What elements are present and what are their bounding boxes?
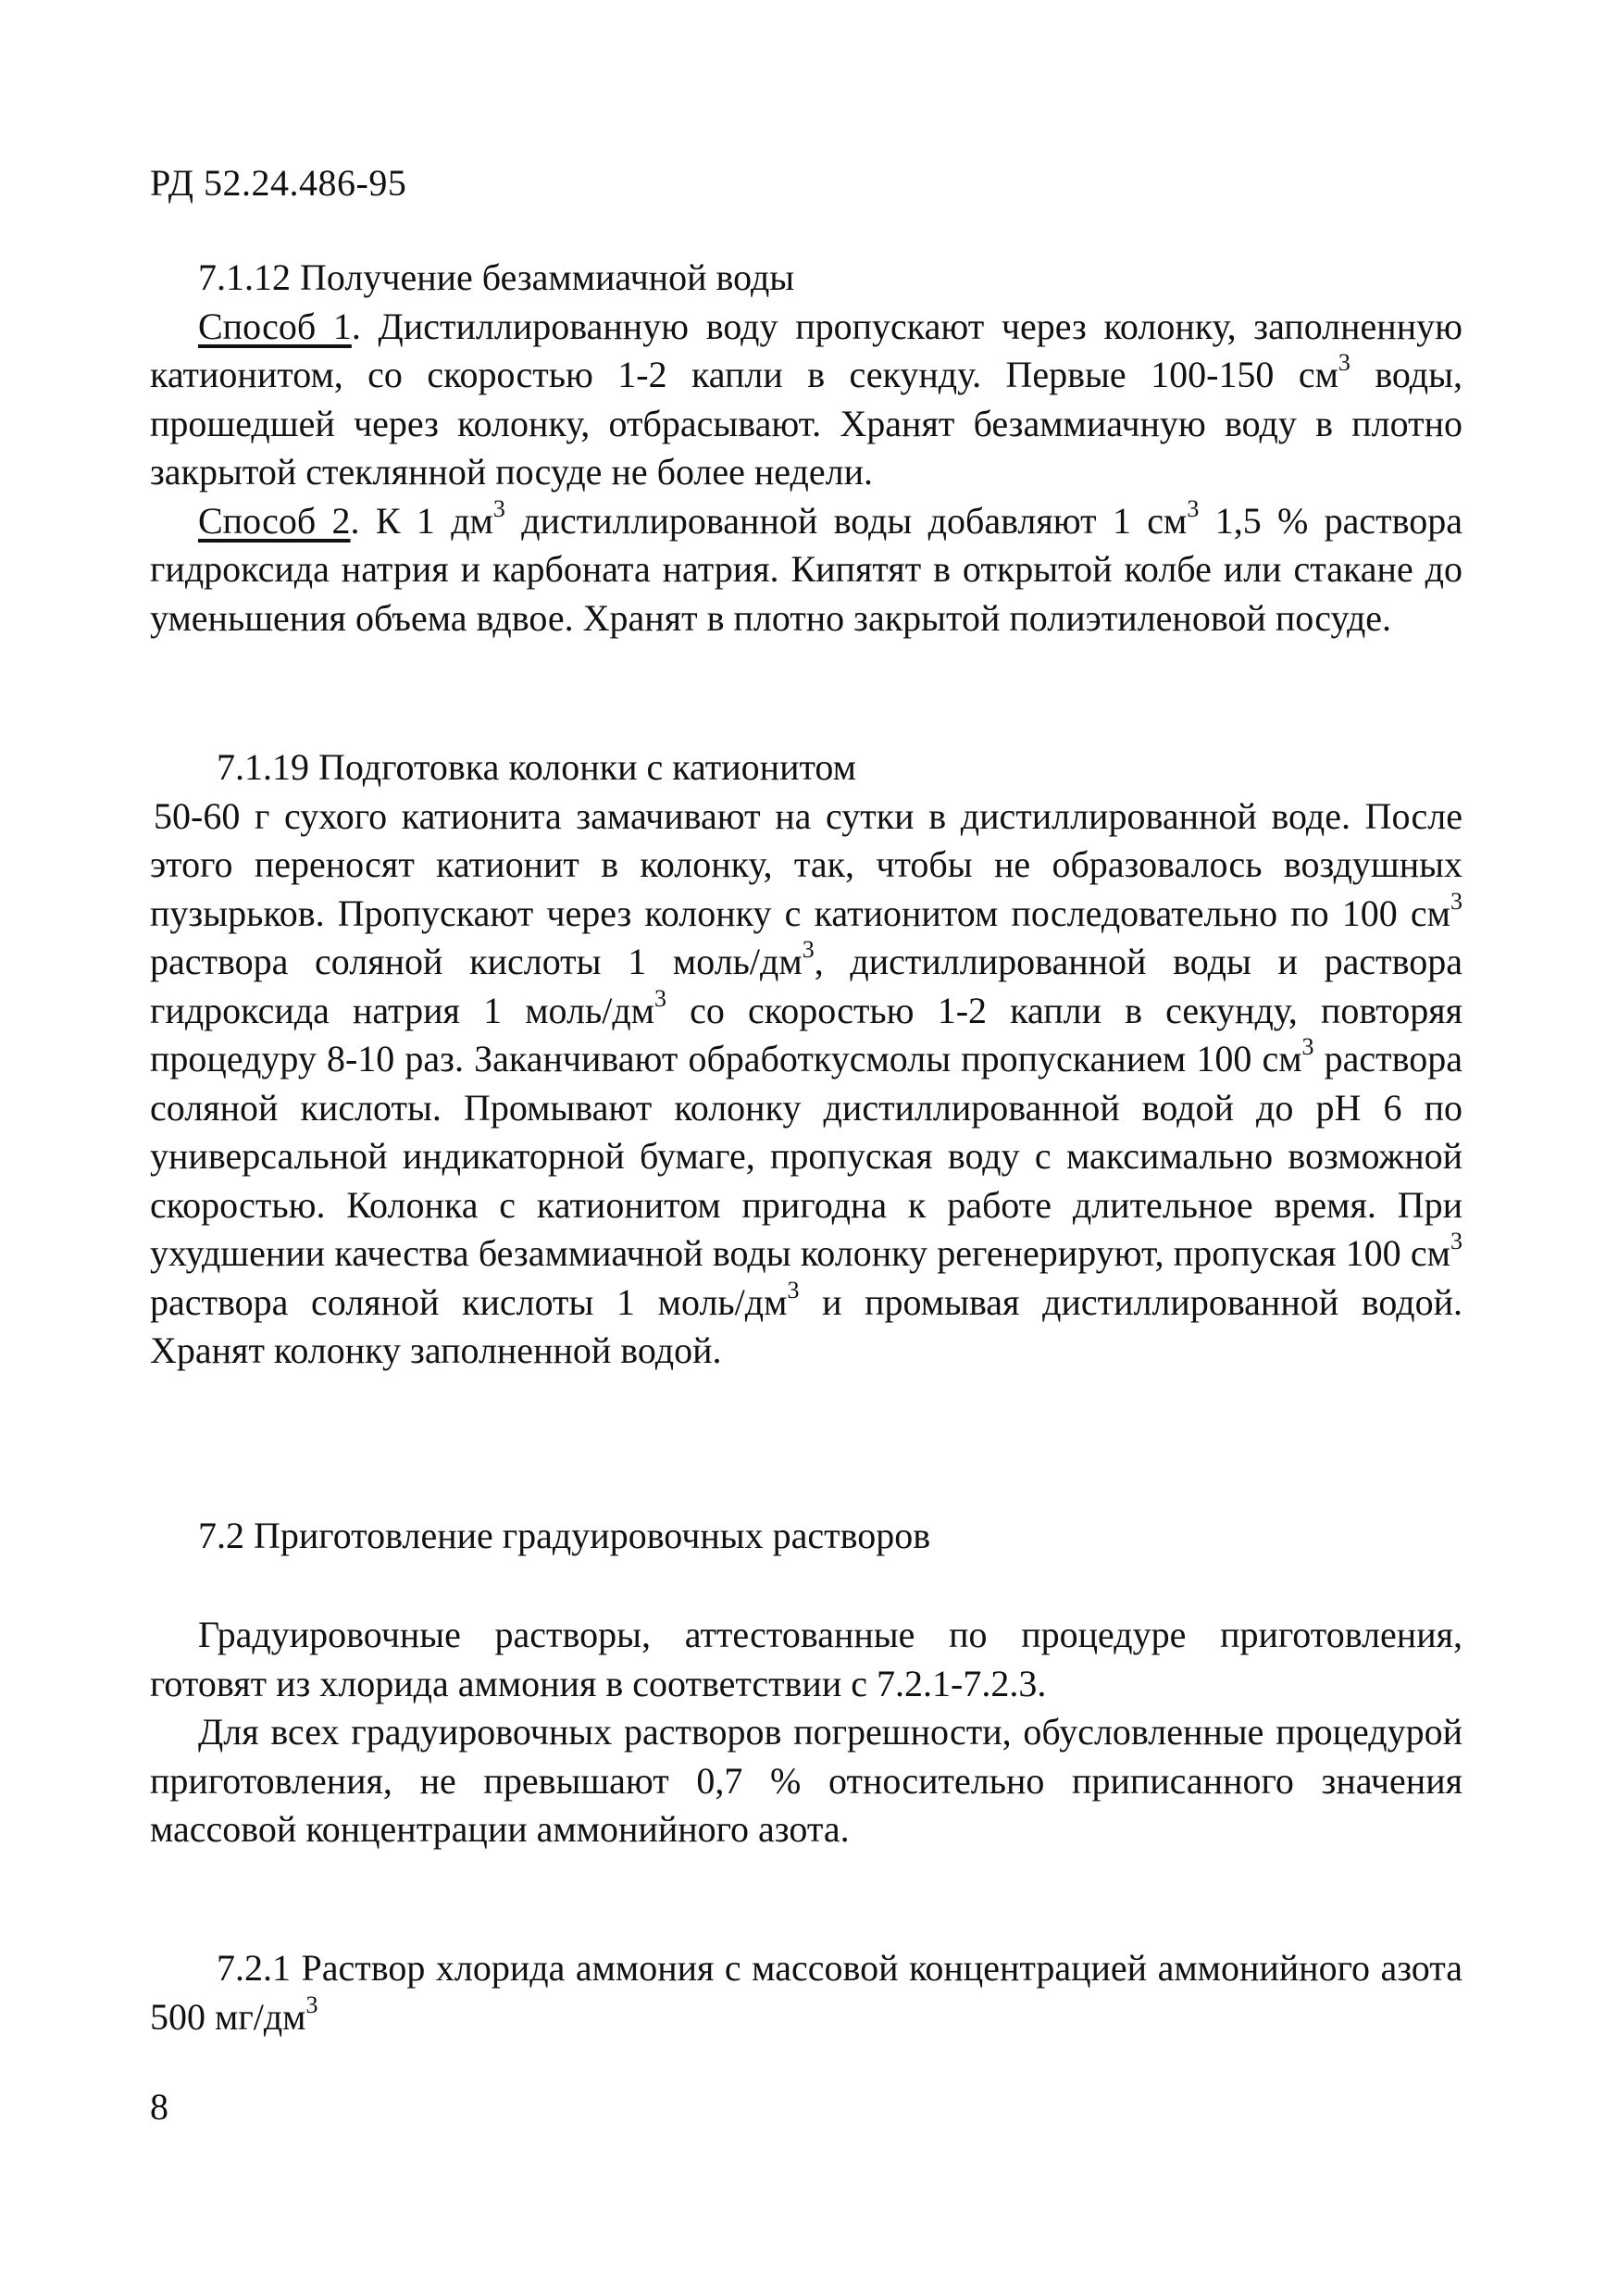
method-2-paragraph: [150, 494, 1463, 643]
superscript: 3: [802, 936, 815, 963]
method-1-paragraph: [150, 303, 1462, 497]
section-7-2-heading-block: [150, 1512, 1462, 1561]
superscript: 3: [1187, 494, 1200, 522]
text-part: раствора соляной кислоты 1 моль/дм: [150, 1280, 788, 1323]
section-heading-7-1-19: 7.1.19 Подготовка колонки с катионитом: [217, 746, 856, 788]
method-1-text-a: . Дистиллированную воду пропускают через колонку, заполненную катионитом, со скоростью 1-2 капли в секунду. Первые 100-150 см: [150, 305, 1462, 395]
text-part: , дистиллированной воды и раствора гидроксида натрия 1 моль/дм: [150, 941, 1462, 1031]
superscript: 3: [653, 984, 666, 1012]
superscript: 3: [492, 494, 505, 522]
section-7-2-paragraph-2: Для всех градуировочных растворов погрешности, обусловленные процедурой приготовления, не превышают 0,7 % относительно приписанного значения массовой концентрации аммонийного азота.: [150, 1711, 1462, 1850]
page-number: 8: [150, 2086, 168, 2128]
method-2-label: Способ 2: [198, 499, 351, 542]
method-2-text-c: 1,5 % раствора гидроксида натрия и карбоната натрия. Кипятят в открытой колбе или стакане до уменьшения объема вдвое. Хранят в плотно закрытой полиэтиленовой посуде.: [150, 499, 1463, 639]
section-heading-7-2: 7.2 Приготовление градуировочных растворов: [198, 1515, 931, 1556]
superscript: 3: [1301, 1033, 1314, 1060]
text-part: 50-60 г сухого катионита замачивают на сутки в дистиллированной воде. После этого переносят катионит в колонку, так, чтобы не образовалось воздушных пузырьков. Пропускают через колонку с катионитом последовательно по 100 см: [150, 794, 1462, 934]
text-part: со скоростью 1-2 капли в секунду, повторяя процедуру 8-10 раз. Заканчивают обработкусмолы пропусканием 100 см: [150, 989, 1462, 1079]
method-2-text-a: . К 1 дм: [350, 499, 493, 542]
text-part: и промывая дистиллированной водой. Хранят колонку заполненной водой.: [150, 1280, 1462, 1371]
section-7-2-paragraph-1: Градуировочные растворы, аттестованные по процедуре приготовления, готовят из хлорида аммония в соответствии с 7.2.1-7.2.3.: [150, 1614, 1462, 1704]
section-heading-7-2-1: [150, 1944, 1462, 2041]
section-7-2-text: [150, 1611, 1462, 1854]
superscript: 3: [1450, 1228, 1462, 1254]
document-id: РД 52.24.486-95: [150, 162, 407, 204]
superscript: 3: [787, 1276, 800, 1304]
superscript: 3: [1450, 887, 1462, 915]
section-heading-7-1-12: 7.1.12 Получение безаммиачной воды: [198, 256, 795, 298]
text-part: раствора соляной кислоты 1 моль/дм: [150, 941, 803, 982]
superscript: 3: [1338, 349, 1350, 376]
section-7-1-19-paragraph: [150, 792, 1462, 1376]
text-part: раствора соляной кислоты. Промывают колонку дистиллированной водой до pH 6 по универсальной индикаторной бумаге, пропуская воду с максимально возможной скоростью. Колонка с катионитом пригодна к работе длительное время. При ухудшении качества безаммиачной воды колонку регенерируют, пропуская 100 см: [150, 1038, 1462, 1274]
section-7-2-1: [150, 1944, 1462, 2041]
superscript: 3: [305, 1990, 318, 2018]
section-7-1-12: [150, 254, 1462, 643]
method-1-label: Способ 1: [198, 305, 352, 347]
section-7-1-19: [150, 743, 1462, 1376]
method-1-text-b: воды, прошедшей через колонку, отбрасывают. Хранят безаммиачную воду в плотно закрытой стеклянной посуде не более недели.: [150, 354, 1463, 493]
method-2-text-b: дистиллированной воды добавляют 1 см: [504, 499, 1188, 542]
section-heading-7-2-1-text: 7.2.1 Раствор хлорида аммония с массовой концентрацией аммонийного азота 500 мг/дм: [150, 1947, 1462, 2038]
